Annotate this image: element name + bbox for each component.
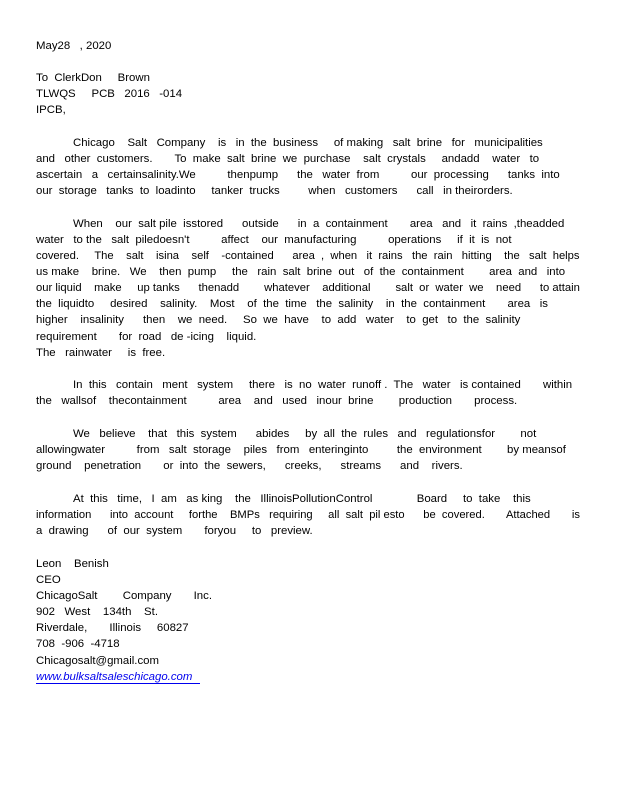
body-line: us make brine. We then pump the rain salt brine out of the containment area and into [36, 266, 566, 278]
signature-address: 902 West 134th St. [36, 606, 158, 618]
signature-company: ChicagoSalt Company Inc. [36, 590, 212, 602]
body-line: The rainwater is free. [36, 347, 166, 359]
body-line: ascertain a certainsalinity.We thenpump the water from our processing tanks into [36, 169, 560, 181]
body-line: In this contain ment system there is no water runoff . The water is contained within [73, 379, 573, 391]
body-line: allowingwater from salt storage piles from enteringinto the environment by meansof [36, 444, 566, 456]
signature-city: Riverdale, Illinois 60827 [36, 622, 189, 634]
date-line: May28 , 2020 [36, 40, 112, 52]
website-link[interactable]: www.bulksaltsaleschicago.com [36, 671, 193, 683]
signature-title: CEO [36, 574, 61, 586]
body-line: higher insalinity then we need. So we have to add water to get to the salinity [36, 314, 521, 326]
body-line: information into account forthe BMPs requiring all salt pil esto be covered. Attached is [36, 509, 580, 521]
body-line: requirement for road de -icing liquid. [36, 331, 257, 343]
body-line: Chicago Salt Company is in the business of making salt brine for municipalities [73, 137, 543, 149]
body-line: and other customers. To make salt brine we purchase salt crystals andadd water to [36, 153, 540, 165]
body-line: a drawing of our system foryou to preview. [36, 525, 313, 537]
signature-name: Leon Benish [36, 558, 109, 570]
body-line: the wallsof thecontainment area and used inour brine production process. [36, 395, 518, 407]
body-line: We believe that this system abides by all the rules and regulationsfor not [73, 428, 537, 440]
salutation-line: IPCB, [36, 104, 66, 116]
signature-phone: 708 -906 -4718 [36, 638, 120, 650]
body-line: our liquid make up tanks thenadd whatever additional salt or water we need to attain [36, 282, 580, 294]
body-line: ground penetration or into the sewers, creeks, streams and rivers. [36, 460, 463, 472]
recipient-line: To ClerkDon Brown [36, 72, 150, 84]
body-line: the liquidto desired salinity. Most of the time the salinity in the containment area is [36, 298, 548, 310]
body-line: At this time, I am as king the IllinoisPollutionControl Board to take this [73, 493, 531, 505]
body-line: covered. The salt isina self -contained area , when it rains the rain hitting the salt helps [36, 250, 580, 262]
body-line: water to the salt piledoesn't affect our manufacturing operations if it is not [36, 234, 512, 246]
body-line: When our salt pile isstored outside in a containment area and it rains ,theadded [73, 218, 565, 230]
body-line: our storage tanks to loadinto tanker trucks when customers call in theirorders. [36, 185, 513, 197]
signature-email: Chicagosalt@gmail.com [36, 655, 159, 667]
recipient-line: TLWQS PCB 2016 -014 [36, 88, 183, 100]
